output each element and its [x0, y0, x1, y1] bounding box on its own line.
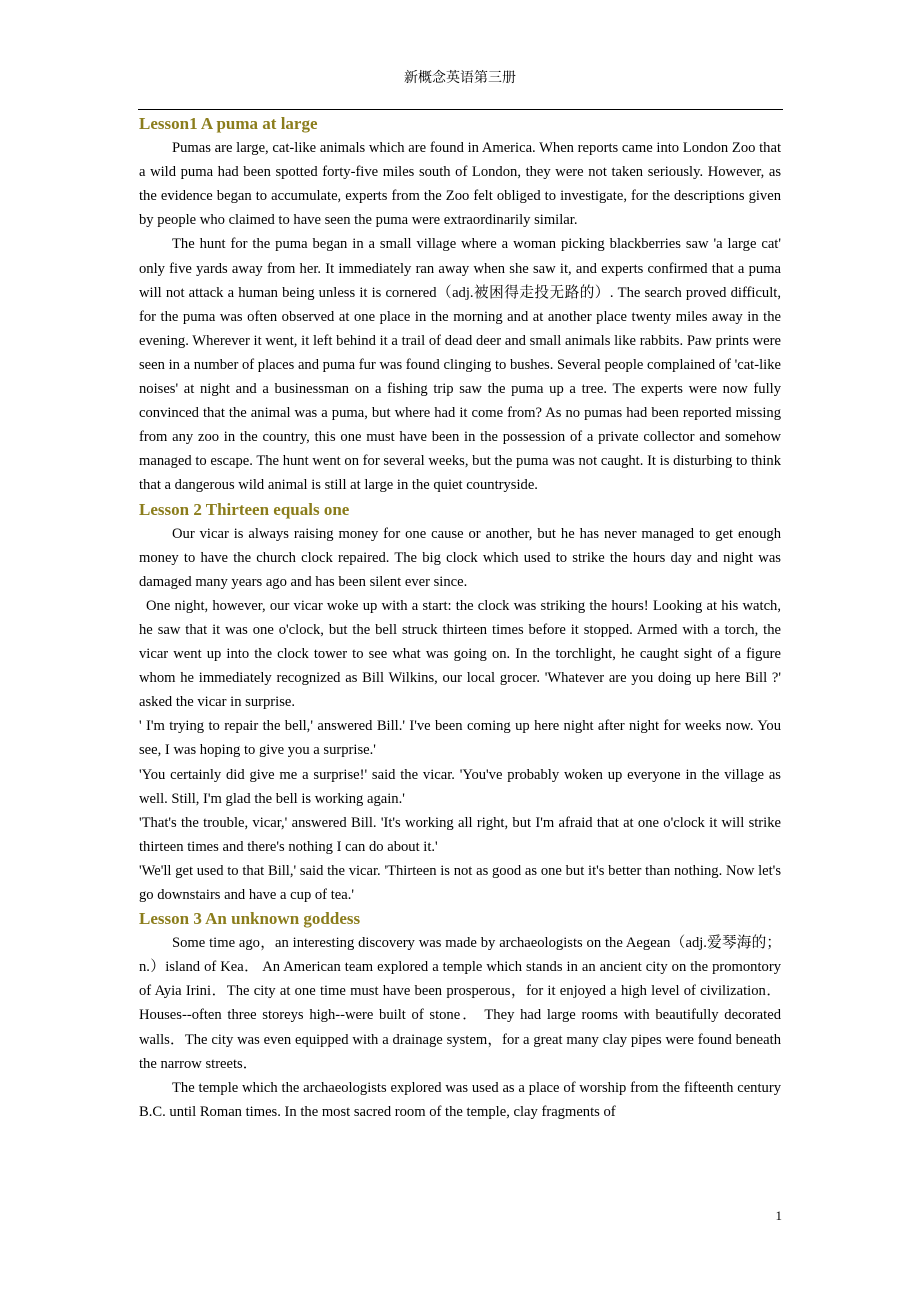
lesson-3-paragraph: Some time ago，an interesting discovery was made by archaeologists on the Aegean（adj.爱琴海的；n.）island of Kea． An American team explored a temple which stands in an ancient city on the promontory of Ayia Irini．The city at one time must have been prosperous，for it enjoyed a high level of civilization． Houses--often three storeys high--were built of stone． They had large rooms with beautifully decorated walls．The city was even equipped with a drainage system，for a great many clay pipes were found beneath the narrow streets．	[139, 935, 781, 1072]
lesson-3-title: Lesson 3 An unknown goddess	[139, 909, 361, 929]
lesson-2-paragraph: 'That's the trouble, vicar,' answered Bill. 'It's working all right, but I'm afraid that at one o'clock it will strike thirteen times and there's nothing I can do about it.'	[139, 814, 781, 855]
document-body	[139, 112, 781, 1124]
lesson-3-paragraph: The temple which the archaeologists explored was used as a place of worship from the fifteenth century B.C. until Roman times. In the most sacred room of the temple, clay fragments of	[139, 1079, 781, 1120]
lesson-2-paragraph: One night, however, our vicar woke up with a start: the clock was striking the hours! Looking at his watch, he saw that it was one o'clock, but the bell struck thirteen times before it stopped. Armed with a torch, the vicar went up into the clock tower to see what was going on. In the torchlight, he caught sight of a figure whom he immediately recognized as Bill Wilkins, our local grocer. 'Whatever are you doing up here Bill ?' asked the vicar in surprise.	[139, 597, 781, 711]
page-number: 1	[775, 1208, 782, 1223]
page-header: 新概念英语第三册	[404, 70, 516, 86]
lesson-2-title: Lesson 2 Thirteen equals one	[139, 499, 350, 519]
header-rule	[138, 109, 783, 110]
lesson-1-paragraph: The hunt for the puma began in a small village where a woman picking blackberries saw 'a large cat' only five yards away from her. It immediately ran away when she saw it, and experts confirmed that a puma will not attack a human being unless it is cornered（adj.被困得走投无路的）. The search proved difficult, for the puma was often observed at one place in the morning and at another place twenty miles away in the evening. Wherever it went, it left behind it a trail of dead deer and small animals like rabbits. Paw prints were seen in a number of places and puma fur was found clinging to bushes. Several people complained of 'cat-like noises' at night and a businessman on a fishing trip saw the puma up a tree. The experts were now fully convinced that the animal was a puma, but where had it come from? As no pumas had been reported missing from any zoo in the country, this one must have been in the possession of a private collector and somehow managed to escape. The hunt went on for several weeks, but the puma was not caught. It is disturbing to think that a dangerous wild animal is still at large in the quiet countryside.	[139, 236, 781, 494]
lesson-1-title: Lesson1 A puma at large	[139, 114, 318, 133]
lesson-2-paragraph: ' I'm trying to repair the bell,' answered Bill.' I've been coming up here night after night for weeks now. You see, I was hoping to give you a surprise.'	[139, 718, 781, 759]
lesson-1-paragraph: Pumas are large, cat-like animals which are found in America. When reports came into London Zoo that a wild puma had been spotted forty-five miles south of London, they were not taken seriously. However, as the evidence began to accumulate, experts from the Zoo felt obliged to investigate, for the descriptions given by people who claimed to have seen the puma were extraordinarily similar.	[139, 140, 781, 229]
lesson-2-paragraph: 'We'll get used to that Bill,' said the vicar. 'Thirteen is not as good as one but it's better than nothing. Now let's go downstairs and have a cup of tea.'	[139, 862, 781, 903]
lesson-2-paragraph: Our vicar is always raising money for one cause or another, but he has never managed to get enough money to have the church clock repaired. The big clock which used to strike the hours day and night was damaged many years ago and has been silent ever since.	[139, 525, 781, 590]
lesson-2-paragraph: 'You certainly did give me a surprise!' said the vicar. 'You've probably woken up everyone in the village as well. Still, I'm glad the bell is working again.'	[139, 766, 781, 807]
